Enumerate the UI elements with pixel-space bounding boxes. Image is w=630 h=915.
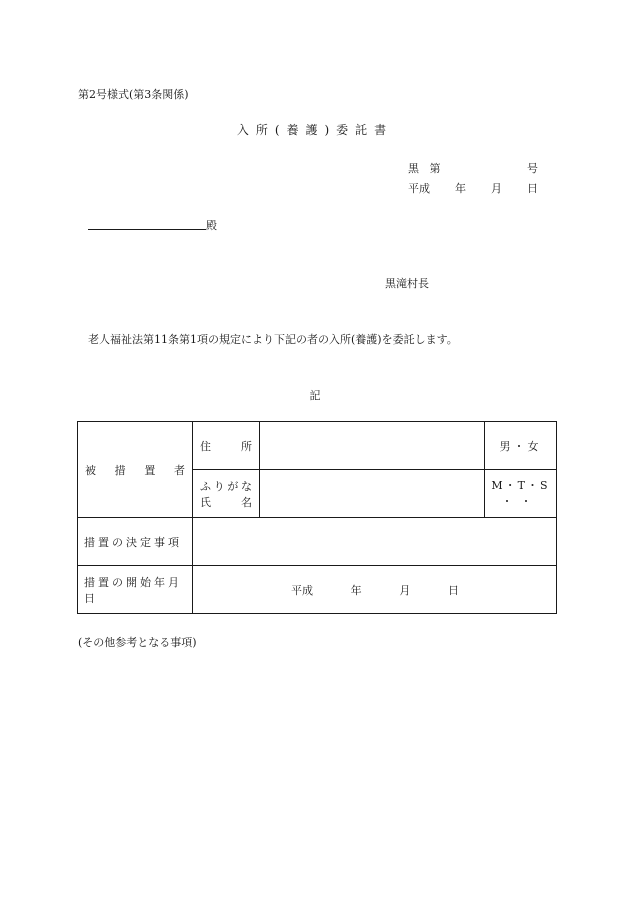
other-notes: (その他参考となる事項) (78, 636, 197, 649)
table-row (78, 518, 557, 566)
start-month: 月 (399, 583, 411, 597)
char: 住 (200, 439, 211, 453)
name-label (193, 494, 259, 510)
doc-year: 年 (455, 182, 466, 195)
decision-label: 措置の決定事項 (84, 535, 182, 549)
char: 氏 (200, 495, 211, 509)
doc-day: 日 (527, 182, 538, 195)
subject-label (78, 462, 192, 478)
document-title-text: 入所(養護)委託書 (236, 123, 394, 137)
char: 者 (173, 463, 185, 477)
start-era: 平成 (291, 583, 313, 597)
table-row (78, 422, 557, 470)
era-options: M・T・S (491, 478, 550, 492)
doc-go: 号 (527, 162, 538, 175)
address-field[interactable] (260, 422, 485, 470)
subject-label-cell (78, 422, 193, 518)
name-field[interactable] (260, 470, 485, 518)
name-label-cell (193, 470, 260, 518)
char: な (240, 479, 252, 493)
decision-field[interactable] (193, 518, 557, 566)
doc-era: 平成 (408, 182, 430, 195)
start-date-field[interactable] (193, 566, 557, 614)
doc-prefix: 黒 第 (408, 162, 441, 175)
document-number-block (408, 160, 538, 200)
gender-options: 男・女 (499, 439, 542, 453)
start-date-values (291, 582, 459, 598)
char: 所 (241, 439, 252, 453)
gender-cell[interactable] (485, 422, 557, 470)
form-table (77, 421, 557, 614)
decision-label-cell (78, 518, 193, 566)
ki-heading: 記 (309, 389, 321, 402)
address-label (193, 438, 259, 454)
document-date-row (408, 180, 538, 200)
era-dots: ・・ (501, 494, 540, 508)
furigana-label (193, 478, 259, 494)
char: 措 (114, 463, 126, 477)
form-number: 第2号様式(第3条関係) (78, 88, 189, 101)
start-date-label-cell (78, 566, 193, 614)
char: ふ (200, 479, 211, 493)
sender: 黒滝村長 (385, 277, 429, 290)
addressee-honorific: 殿 (206, 219, 217, 232)
addressee-line (88, 229, 206, 230)
char: 名 (241, 495, 252, 509)
birth-era-cell[interactable] (485, 470, 557, 518)
char: 被 (85, 463, 96, 477)
body-text: 老人福祉法第11条第1項の規定により下記の者の入所(養護)を委託します。 (88, 333, 458, 346)
start-date-label: 措置の開始年月日 (84, 575, 182, 605)
doc-month: 月 (491, 182, 502, 195)
char: 置 (144, 463, 156, 477)
document-title (0, 121, 630, 138)
char: り (213, 479, 225, 493)
document-number-row (408, 160, 538, 180)
start-year: 年 (350, 583, 362, 597)
char: が (227, 479, 239, 493)
address-label-cell (193, 422, 260, 470)
start-day: 日 (447, 583, 459, 597)
table-row (78, 566, 557, 614)
